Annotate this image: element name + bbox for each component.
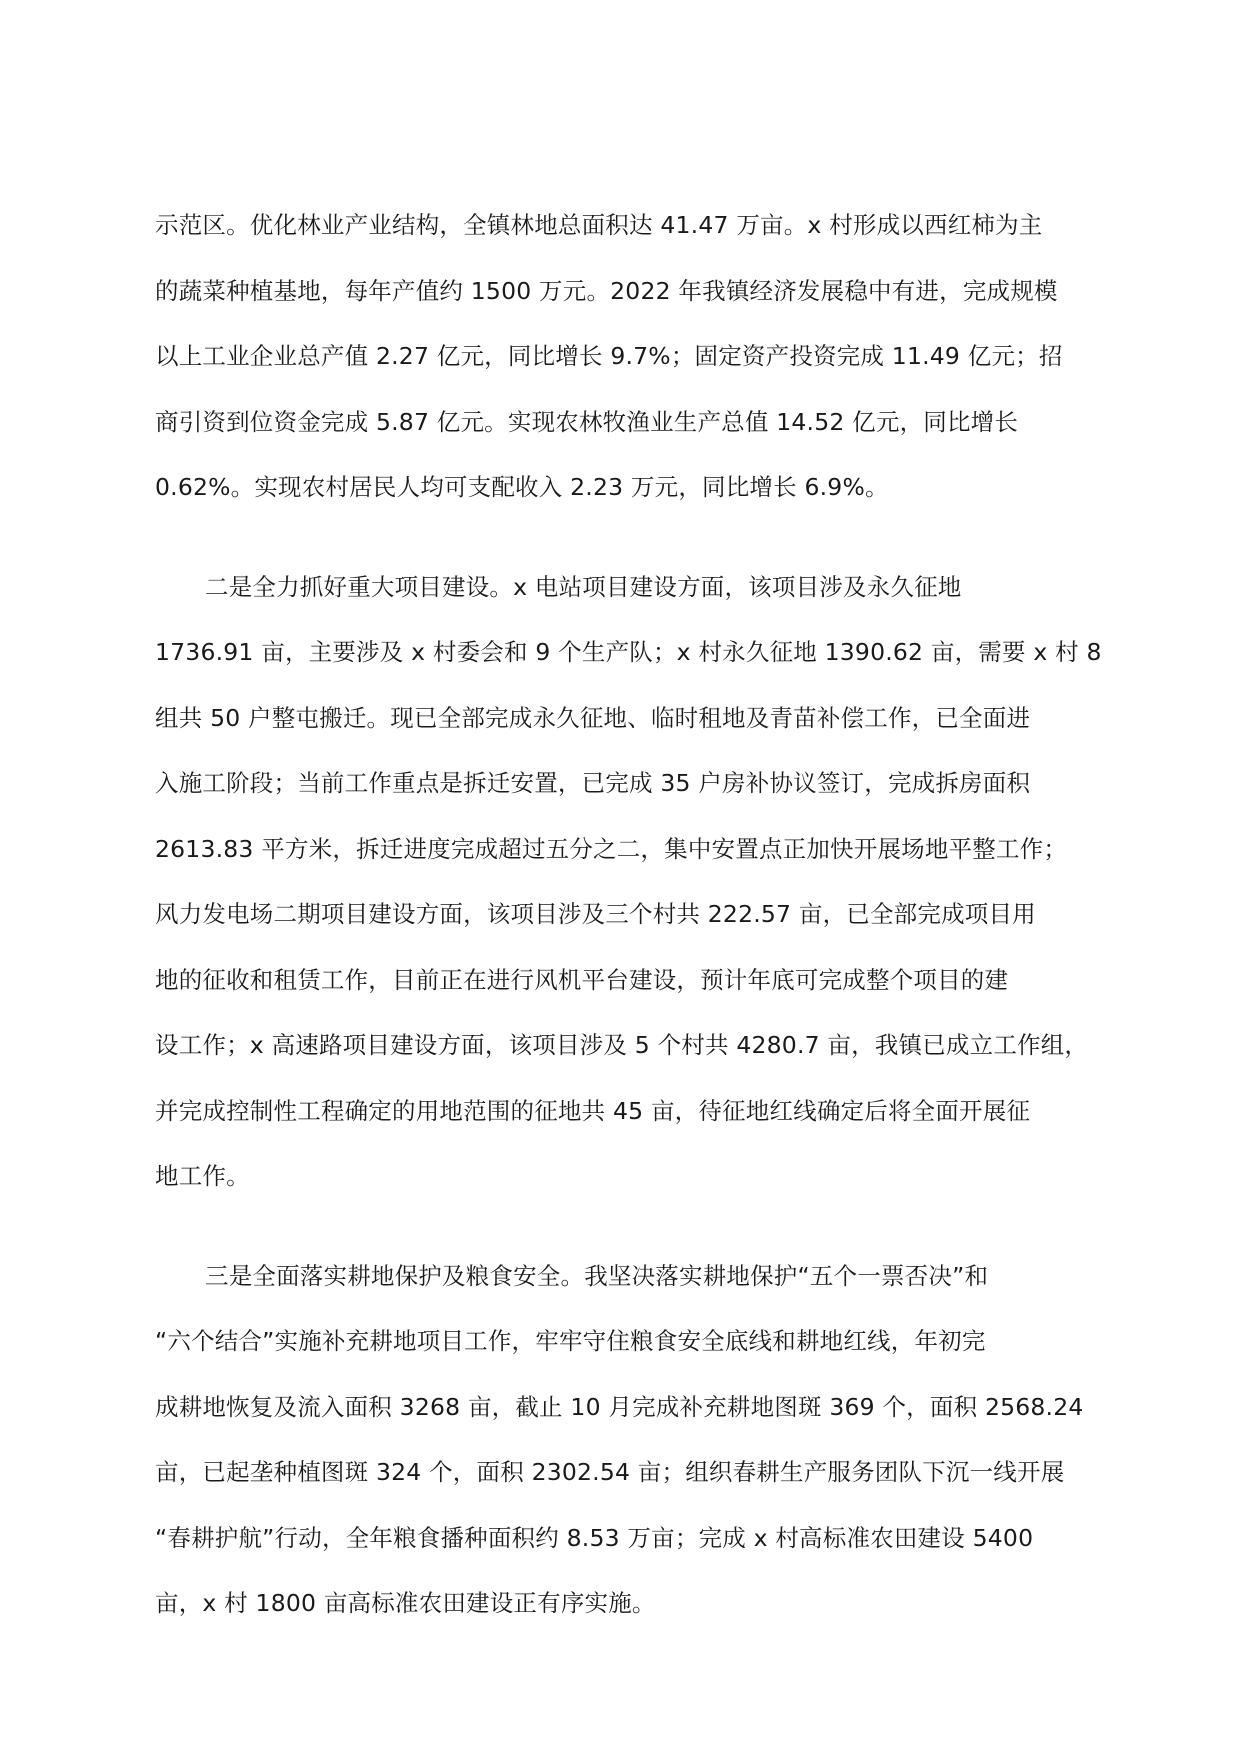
- text-line: “春耕护航”行动，全年粮食播种面积约 8.53 万亩；完成 x 村高标准农田建设 5400: [155, 1523, 1034, 1552]
- paragraph-major-projects: [155, 555, 1102, 1210]
- text-line: 亩，已起垄种植图斑 324 个，面积 2302.54 亩；组织春耕生产服务团队下沉一线开展: [155, 1458, 1065, 1486]
- text-line: 地工作。: [155, 1162, 250, 1190]
- text-line: 成耕地恢复及流入面积 3268 亩，截止 10 月完成补充耕地图斑 369 个，面积 2568.24: [155, 1392, 1084, 1421]
- paragraph-farmland-protection: [155, 1244, 1095, 1637]
- text-line: 设工作；x 高速路项目建设方面，该项目涉及 5 个村共 4280.7 亩，我镇已成立工作组，: [155, 1031, 1089, 1059]
- text-line: 二是全力抓好重大项目建设。x 电站项目建设方面，该项目涉及永久征地: [205, 572, 962, 601]
- text-line: 风力发电场二期项目建设方面，该项目涉及三个村共 222.57 亩，已全部完成项目用: [155, 900, 1036, 928]
- paragraph-economic-summary: [155, 193, 1095, 521]
- text-line: 示范区。优化林业产业结构，全镇林地总面积达 41.47 万亩。x 村形成以西红柿为主: [155, 211, 1043, 239]
- text-line: 以上工业企业总产值 2.27 亿元，同比增长 9.7%；固定资产投资完成 11.49 亿元；招: [155, 342, 1063, 370]
- text-line: 的蔬菜种植基地，每年产值约 1500 万元。2022 年我镇经济发展稳中有进，完成规模: [155, 276, 1058, 305]
- text-line: 并完成控制性工程确定的用地范围的征地共 45 亩，待征地红线确定后将全面开展征: [155, 1096, 1031, 1125]
- document-body: [155, 193, 1102, 1671]
- text-line: 1736.91 亩，主要涉及 x 村委会和 9 个生产队；x 村永久征地 1390.62 亩，需要 x 村 8: [155, 638, 1102, 666]
- text-line: “六个结合”实施补充耕地项目工作，牢牢守住粮食安全底线和耕地红线，年初完: [155, 1327, 986, 1355]
- text-line: 亩，x 村 1800 亩高标准农田建设正有序实施。: [155, 1589, 656, 1617]
- text-line: 地的征收和租赁工作，目前正在进行风机平台建设，预计年底可完成整个项目的建: [155, 965, 1009, 994]
- text-line: 商引资到位资金完成 5.87 亿元。实现农林牧渔业生产总值 14.52 亿元，同比增长: [155, 407, 1019, 436]
- text-line: 组共 50 户整屯搬迁。现已全部完成永久征地、临时租地及青苗补偿工作，已全面进: [155, 703, 1031, 732]
- text-line: 2613.83 平方米，拆迁进度完成超过五分之二，集中安置点正加快开展场地平整工作；: [155, 834, 1068, 863]
- text-line: 0.62%。实现农村居民人均可支配收入 2.23 万元，同比增长 6.9%。: [155, 473, 889, 501]
- text-line: 入施工阶段；当前工作重点是拆迁安置，已完成 35 户房补协议签订，完成拆房面积: [155, 769, 1031, 797]
- text-line: 三是全面落实耕地保护及粮食安全。我坚决落实耕地保护“五个一票否决”和: [205, 1261, 989, 1290]
